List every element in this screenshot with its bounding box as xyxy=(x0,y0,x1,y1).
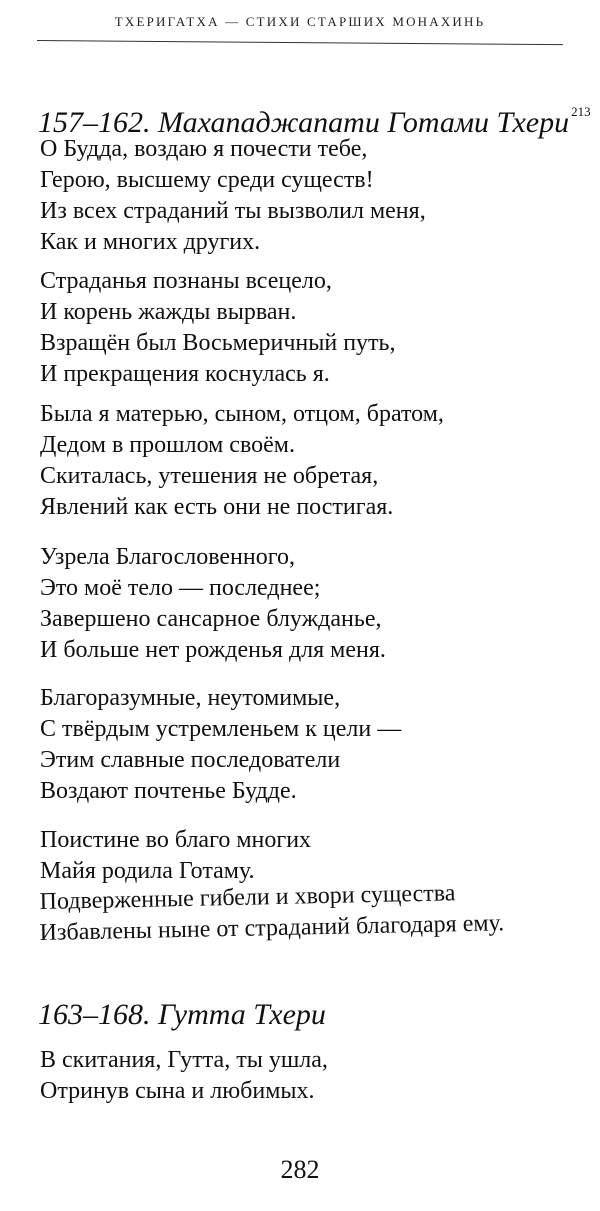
page-number: 282 xyxy=(280,1155,320,1184)
poem-title xyxy=(38,998,326,1032)
verse-line: Это моё тело — последнее; xyxy=(40,575,321,601)
verse-line: О Будда, воздаю я почести тебе, xyxy=(40,136,368,162)
footnote-marker: 213 xyxy=(571,104,591,119)
verse-line: Отринув сына и любимых. xyxy=(40,1078,315,1104)
stanza xyxy=(40,1045,328,1107)
verse-line: Завершено сансарное блужданье, xyxy=(40,606,382,632)
verse-line: Как и многих других. xyxy=(40,229,261,255)
poem-title-text: 157–162. Махападжапати Готами Тхери xyxy=(38,106,570,139)
verse-line: Узрела Благословенного, xyxy=(40,544,295,570)
verse-line: С твёрдым устремленьем к цели — xyxy=(40,716,402,742)
verse-line: Воздают почтенье Будде. xyxy=(40,778,297,804)
verse-line: Герою, высшему среди существ! xyxy=(40,167,374,193)
verse-line: Скиталась, утешения не обретая, xyxy=(40,463,379,489)
verse-line: Страданья познаны всецело, xyxy=(40,268,332,294)
verse-line: И прекращения коснулась я. xyxy=(40,361,330,387)
verse-line: Явлений как есть они не постигая. xyxy=(40,494,394,520)
verse-line: Взращён был Восьмеричный путь, xyxy=(40,330,396,356)
verse-line-text: Подверженные гибели и хвори существа xyxy=(39,880,456,916)
stanza xyxy=(40,399,444,523)
verse-line: Майя родила Готаму. xyxy=(40,858,255,884)
verse-line: Благоразумные, неутомимые, xyxy=(40,685,341,711)
stanza xyxy=(40,542,386,666)
poem-title-text: 163–168. Гутта Тхери xyxy=(38,998,326,1031)
header-rule xyxy=(37,40,563,45)
verse-line: Дедом в прошлом своём. xyxy=(40,432,295,458)
verse-line xyxy=(39,910,505,949)
stanza xyxy=(40,134,426,258)
verse-line: И больше нет рожденья для меня. xyxy=(40,637,386,663)
stanza xyxy=(40,683,401,807)
verse-line: Поистине во благо многих xyxy=(40,827,312,853)
stanza xyxy=(40,266,395,390)
verse-line: Из всех страданий ты вызволил меня, xyxy=(40,198,426,224)
verse-line: Была я матерью, сыном, отцом, братом, xyxy=(40,401,444,427)
verse-line-text: Избавлены ныне от страданий благодаря ему. xyxy=(39,910,505,947)
verse-line: И корень жажды вырван. xyxy=(40,299,297,325)
verse-line: В скитания, Гутта, ты ушла, xyxy=(40,1047,328,1073)
stanza xyxy=(40,825,505,949)
running-head: ТХЕРИГАТХА — СТИХИ СТАРШИХ МОНАХИНЬ xyxy=(114,14,486,29)
verse-line: Этим славные последователи xyxy=(40,747,341,773)
